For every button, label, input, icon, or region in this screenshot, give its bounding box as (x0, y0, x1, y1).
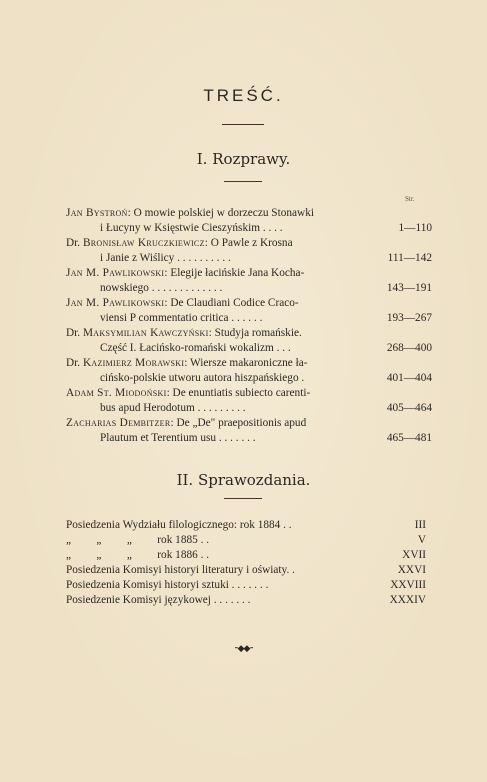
entry-text (66, 236, 293, 251)
entry-continuation-line (66, 371, 432, 386)
entry-title: i Łucyny w Księstwie Cieszyńskim . . . . (100, 222, 283, 234)
author-name: Maksymilian Kawczyński (82, 327, 209, 339)
section-rule (224, 498, 262, 499)
entry-title: bus apud Herodotum . . . . . . . . . (100, 402, 246, 414)
report-page: V (417, 534, 426, 546)
entry-text (66, 296, 299, 311)
report-row (66, 548, 424, 563)
report-title: Posiedzenia Komisyi historyi sztuki . . . . . . . (66, 579, 269, 591)
entry-title: : Studyja romańskie. (208, 327, 302, 339)
entry-text (100, 281, 222, 296)
entry-text (100, 431, 256, 446)
author-prefix: Dr. (66, 327, 83, 339)
report-row (66, 578, 424, 593)
entry-title-line (66, 266, 424, 281)
section-heading-rozprawy: I. Rozprawy. (196, 150, 291, 168)
entry-text (100, 311, 262, 326)
report-row (66, 518, 424, 533)
entry-title: nowskiego . . . . . . . . . . . . . (100, 282, 223, 294)
report-title: „ „ „ rok 1886 . . (66, 549, 210, 561)
author-name: Jan M. Pawlikowski (66, 297, 165, 309)
report-page: XXXIV (389, 594, 426, 606)
entry-title: viensi P commentatio critica . . . . . . (100, 312, 263, 324)
entry-continuation-line (66, 431, 432, 446)
page-title: TREŚĆ. (203, 86, 284, 105)
report-row (66, 593, 424, 608)
entry-title: : De Claudiani Codice Craco- (164, 297, 299, 309)
author-name: Kazimierz Morawski (82, 357, 185, 369)
report-row (66, 533, 424, 548)
entry-text (66, 266, 304, 281)
end-ornament: ⁃◆◆⁃ (234, 644, 253, 654)
reports-list (66, 518, 424, 608)
report-title: Posiedzenia Komisyi historyi literatury i oświaty. . (66, 564, 295, 576)
entry-title: : Wiersze makaroniczne ła- (184, 357, 308, 369)
entry-title: Plautum et Terentium usu . . . . . . . (100, 432, 256, 444)
entry-title-line (66, 326, 424, 341)
author-prefix: Dr. (66, 357, 83, 369)
entry-title: : De „De" praepositionis apud (170, 417, 307, 429)
entry-title-line (66, 356, 424, 371)
entry-text (100, 341, 291, 356)
report-page: XVII (402, 549, 426, 561)
title-rule (222, 124, 264, 125)
entry-title-line (66, 296, 424, 311)
entry-continuation-line (66, 311, 432, 326)
entry-title-line (66, 416, 424, 431)
page-range: 465—481 (386, 432, 432, 444)
page-column-label: Str. (405, 195, 415, 203)
entry-continuation-line (66, 251, 432, 266)
author-name: Jan M. Pawlikowski (66, 267, 165, 279)
entry-text (66, 206, 314, 221)
entry-continuation-line (66, 281, 432, 296)
entry-title: Część I. Łacińsko-romański wokalizm . . . (100, 342, 291, 354)
entry-text (66, 416, 306, 431)
entry-title: : Elegije łacińskie Jana Kocha- (164, 267, 305, 279)
entry-title: : O Pawle z Krosna (204, 237, 293, 249)
entry-title: : O mowie polskiej w dorzeczu Stonawki (127, 207, 314, 219)
report-title: Posiedzenia Wydziału filologicznego: rok 1884 . . (66, 519, 292, 531)
entry-text (100, 371, 304, 386)
author-name: Jan Bystroń (66, 207, 128, 219)
entry-title: : De enuntiatis subiecto carenti- (166, 387, 311, 399)
report-title: Posiedzenie Komisyi językowej . . . . . . . (66, 594, 251, 606)
page-range: 405—464 (386, 402, 432, 414)
table-of-contents-entries (66, 206, 432, 446)
entry-text (100, 401, 246, 416)
report-title: „ „ „ rok 1885 . . (66, 534, 210, 546)
section-heading-sprawozdania: II. Sprawozdania. (176, 471, 311, 489)
entry-title: i Janie z Wiślicy . . . . . . . . . . (100, 252, 231, 264)
entry-title: cińsko-polskie utworu autora hiszpańskiego . (100, 372, 305, 384)
entry-text (66, 386, 310, 401)
entry-continuation-line (66, 401, 432, 416)
report-page: XXVIII (390, 579, 426, 591)
section-rule (224, 181, 262, 182)
author-name: Adam St. Miodoński (66, 387, 167, 399)
author-name: Bronisław Kruczkiewicz (82, 237, 205, 249)
entry-text (66, 356, 308, 371)
entry-text (100, 221, 283, 236)
entry-title-line (66, 206, 424, 221)
entry-title-line (66, 236, 424, 251)
entry-continuation-line (66, 341, 432, 356)
entry-text (66, 326, 302, 341)
page-range: 193—267 (386, 312, 432, 324)
page-range: 1—110 (398, 222, 432, 234)
report-page: III (414, 519, 426, 531)
entry-text (100, 251, 231, 266)
report-page: XXVI (397, 564, 426, 576)
entry-title-line (66, 386, 424, 401)
page-range: 143—191 (386, 282, 432, 294)
author-name: Zacharias Dembitzer (66, 417, 171, 429)
author-prefix: Dr. (66, 237, 83, 249)
report-row (66, 563, 424, 578)
entry-continuation-line (66, 221, 432, 236)
page-range: 401—404 (386, 372, 432, 384)
page-range: 268—400 (386, 342, 432, 354)
page-range: 111—142 (387, 252, 432, 264)
